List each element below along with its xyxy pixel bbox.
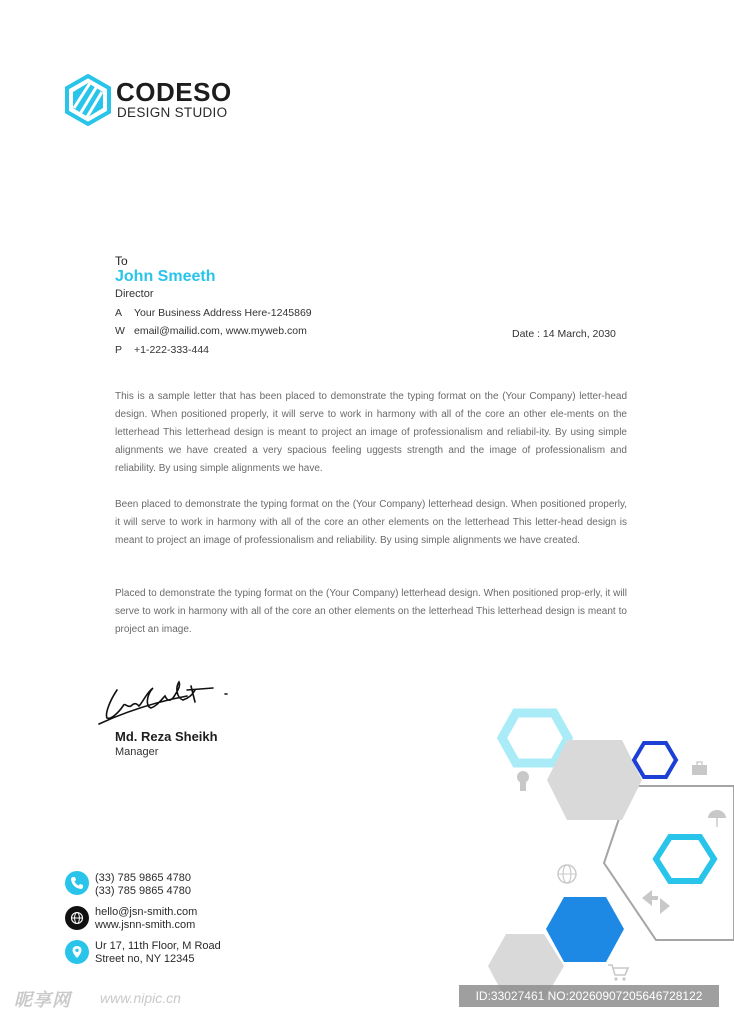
contact-value: +1-222-333-444 — [134, 344, 210, 356]
arrows-icon — [642, 890, 670, 914]
location-pin-icon — [65, 940, 89, 964]
footer-address-line-1: Ur 17, 11th Floor, M Road — [95, 940, 221, 952]
brand-name: CODESO — [116, 77, 232, 107]
brand-subtitle: DESIGN STUDIO — [117, 105, 228, 120]
contact-row-web — [115, 325, 307, 337]
footer-address-line-2: Street no, NY 12345 — [95, 953, 195, 965]
body-paragraph-3: Placed to demonstrate the typing format on the (Your Company) letterhead design. When positioned prop-erly, it will serve to work in harmony with all of the core an other elements on the letterhead This letterhead design is meant to project an image. — [115, 588, 627, 635]
letter-date: Date : 14 March, 2030 — [512, 328, 616, 340]
lightbulb-icon — [517, 771, 529, 791]
footer-phone-line-1: (33) 785 9865 4780 — [95, 872, 192, 884]
watermark-url: www.nipic.cn — [100, 990, 181, 1006]
recipient-name: John Smeeth — [115, 268, 216, 285]
signer-name: Md. Reza Sheikh — [115, 729, 218, 744]
footer-email: hello@jsn-smith.com — [95, 906, 198, 918]
contact-key: P — [115, 344, 123, 356]
signer-role: Manager — [115, 746, 159, 758]
decorative-hexagon-graphic — [480, 700, 734, 1000]
globe-outline-icon — [558, 865, 576, 883]
briefcase-icon — [692, 762, 707, 775]
handwritten-signature — [95, 672, 235, 728]
contact-row-phone — [115, 344, 209, 356]
to-label: To — [115, 254, 128, 268]
body-paragraph-2: Been placed to demonstrate the typing format on the (Your Company) letterhead design. When positioned properly, it will serve to work in harmony with all of the core an other elements on the letterhead This letter-head design is meant to project an image of professionalism and reliability. By using simple alignments we have created. — [115, 499, 627, 546]
footer-website: www.jsnn-smith.com — [95, 919, 196, 931]
contact-key: W — [115, 325, 125, 337]
cart-icon — [608, 965, 628, 981]
contact-value: email@mailid.com, www.myweb.com — [134, 325, 307, 337]
umbrella-icon — [708, 810, 726, 827]
phone-icon — [65, 871, 89, 895]
contact-key: A — [115, 307, 123, 319]
globe-icon — [65, 906, 89, 930]
footer-address — [95, 940, 221, 966]
footer-phone — [95, 872, 191, 898]
body-paragraph-1: This is a sample letter that has been placed to demonstrate the typing format on the (Your Company) letter-head design. When positioned properly, it will serve to work in harmony with all of the core an other ele-ments on the letterhead This letterhead design is meant to project an image of professionalism and reliabil-ity. By using simple alignments we have created a very spacious feeling uggests strength and the image of professionalism and reliability. By using simple alignments we have. — [115, 391, 627, 474]
footer-phone-line-2: (33) 785 9865 4780 — [95, 885, 192, 897]
brand-logo-icon — [64, 74, 112, 126]
footer-web — [95, 906, 197, 932]
watermark-id-bar: ID:33027461 NO:20260907205646728122 — [459, 985, 719, 1007]
watermark-logo: 昵享网 — [14, 990, 71, 1010]
recipient-role: Director — [115, 288, 154, 300]
contact-row-address — [115, 307, 312, 319]
contact-value: Your Business Address Here-1245869 — [134, 307, 312, 319]
